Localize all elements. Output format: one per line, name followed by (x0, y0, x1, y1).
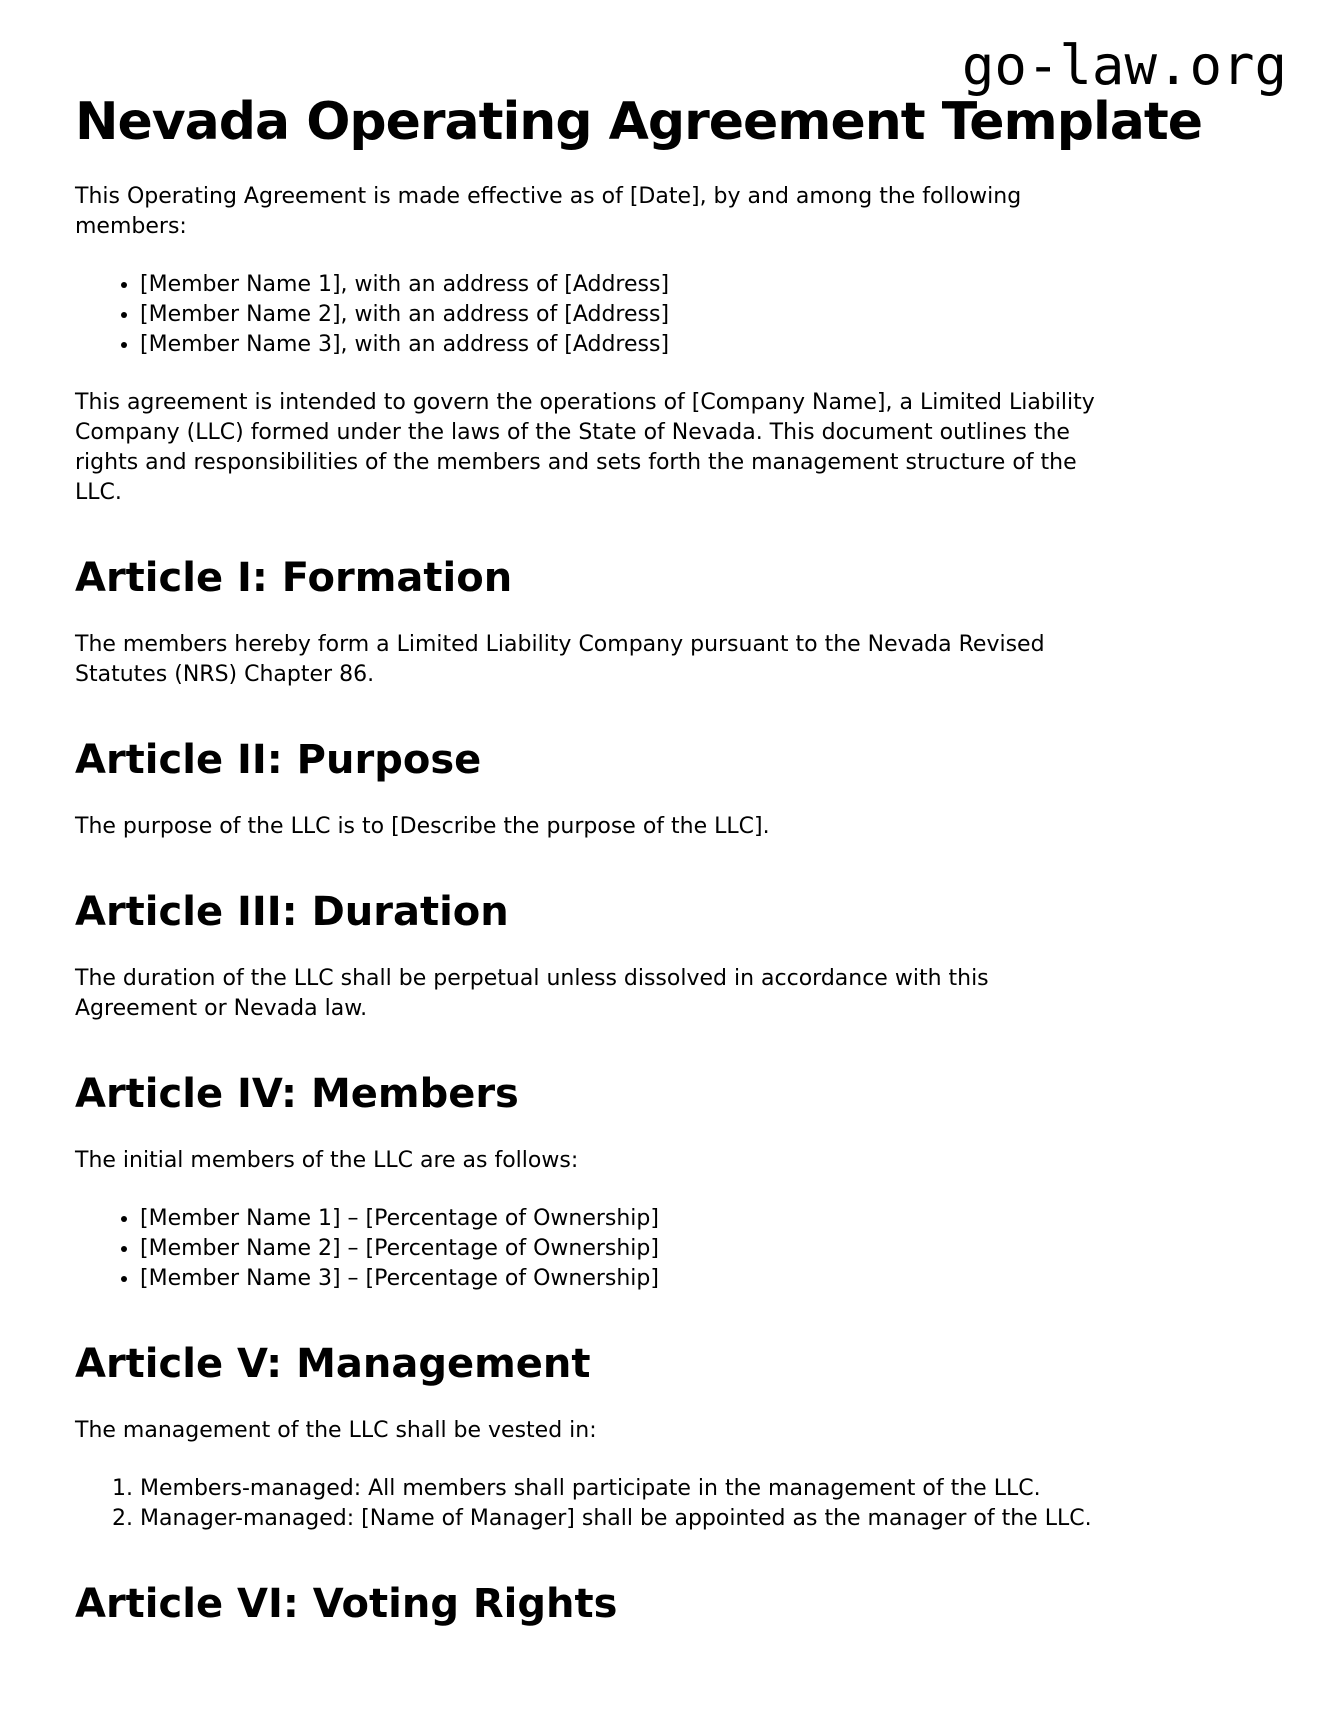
member-address-list (75, 270, 1105, 360)
list-item: 1. Members-managed: All members shall participate in the management of the LLC. (140, 1474, 1105, 1504)
members-paragraph: The initial members of the LLC are as follows: (75, 1148, 579, 1173)
page-title: Nevada Operating Agreement Template (75, 92, 1203, 152)
formation-paragraph: The members hereby form a Limited Liability Company pursuant to the Nevada Revised Statutes (NRS) Chapter 86. (75, 632, 1045, 687)
list-item: • [Member Name 3], with an address of [Address] (140, 330, 1105, 360)
list-item: • [Member Name 2], with an address of [Address] (140, 300, 1105, 330)
list-item: 2. Manager-managed: [Name of Manager] shall be appointed as the manager of the LLC. (140, 1504, 1105, 1534)
heading-article-3-duration: Article III: Duration (75, 889, 509, 935)
document-content (75, 92, 1203, 1628)
heading-article-5-management: Article V: Management (75, 1341, 591, 1387)
intro-paragraph: This Operating Agreement is made effective as of [Date], by and among the following members: (75, 184, 1022, 239)
management-options-list (75, 1474, 1105, 1534)
list-item: • [Member Name 2] – [Percentage of Ownership] (140, 1234, 1105, 1264)
heading-article-6-voting-rights: Article VI: Voting Rights (75, 1581, 618, 1627)
heading-article-1-formation: Article I: Formation (75, 555, 513, 601)
site-logo: go-law.org (961, 34, 1287, 97)
purpose-paragraph: The purpose of the LLC is to [Describe the purpose of the LLC]. (75, 814, 770, 839)
management-paragraph: The management of the LLC shall be vested in: (75, 1418, 597, 1443)
list-item: • [Member Name 3] – [Percentage of Ownership] (140, 1264, 1105, 1294)
heading-article-2-purpose: Article II: Purpose (75, 737, 482, 783)
list-item: • [Member Name 1] – [Percentage of Ownership] (140, 1204, 1105, 1234)
member-ownership-list (75, 1204, 1105, 1294)
governing-paragraph: This agreement is intended to govern the operations of [Company Name], a Limited Liability Company (LLC) formed under the laws of the State of Nevada. This document outlines the rights and responsibilities of the members and sets forth the management structure of the LLC. (75, 390, 1095, 505)
list-item: • [Member Name 1], with an address of [Address] (140, 270, 1105, 300)
duration-paragraph: The duration of the LLC shall be perpetual unless dissolved in accordance with this Agreement or Nevada law. (75, 966, 989, 1021)
heading-article-4-members: Article IV: Members (75, 1071, 519, 1117)
